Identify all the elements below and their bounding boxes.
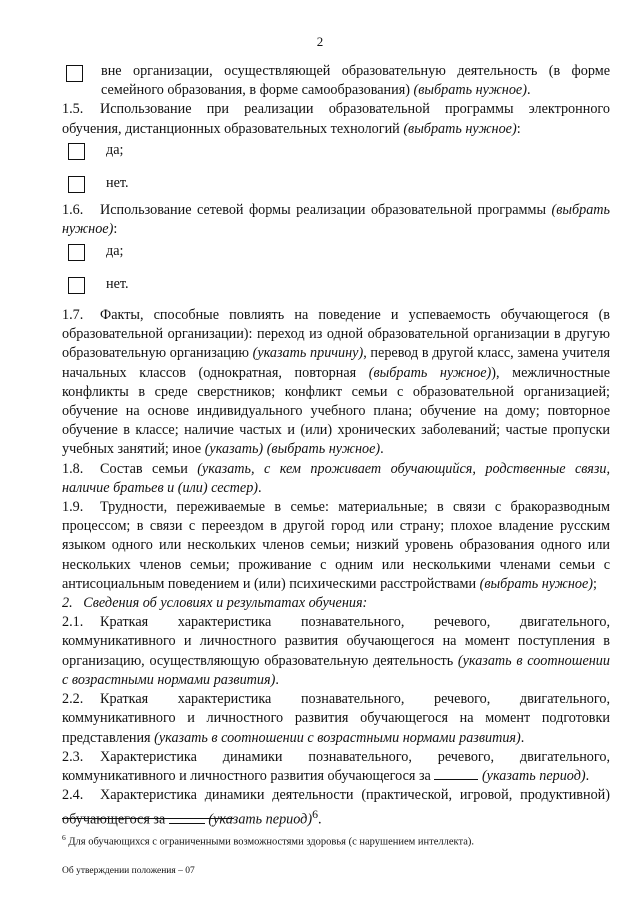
intro-option-text: вне организации, осуществляющей образовательную деятельность (в форме семейного образования, в форме самообразования) — [101, 63, 610, 99]
footnote-text: Для обучающихся с ограниченными возможностями здоровья (с нарушением интеллекта). — [68, 836, 474, 848]
period-blank[interactable] — [169, 823, 205, 824]
footnote-mark: 6 — [62, 833, 66, 842]
section-2-4-text: Характеристика динамики деятельности (практической, игровой, продуктивной) обучающегося за — [62, 787, 610, 829]
section-1-7-end: . — [380, 441, 384, 458]
period-blank[interactable] — [434, 779, 478, 780]
section-2-2-end: . — [520, 729, 525, 746]
document-body — [62, 62, 610, 830]
checkbox[interactable] — [68, 143, 85, 160]
section-number: 1.9. — [62, 499, 84, 516]
section-2-2 — [62, 690, 610, 748]
intro-option-hint: (выбрать нужное) — [413, 82, 527, 99]
section-1-6-hint: (выбрать нужное) — [62, 202, 610, 238]
section-1-5: 1.5. Использование при реализации образовательной программы электронного обучения, дистанционных образовательных технологий (выбрать нужное): — [62, 101, 610, 137]
section-2-3-end: . — [585, 767, 590, 784]
option-label-yes: да; — [106, 242, 124, 259]
section-2-1-text: Краткая характеристика познавательного, речевого, двигательного, коммуникативного и личностного развития обучающегося на момент поступления в организацию, осуществляющую образовательную деятельность — [62, 614, 610, 669]
section-2-2-hint: (указать в соотношении с возрастными нормами развития) — [154, 729, 521, 746]
option-row — [62, 242, 610, 261]
section-1-6: 1.6. Использование сетевой формы реализации образовательной программы (выбрать нужное): — [62, 202, 610, 238]
section-1-7-hint-1: (указать причину) — [252, 345, 364, 362]
footnote-separator — [62, 818, 234, 819]
section-1-7-text-2: , перевод в другой класс, замена учителя начальных классов (однократная, повторная — [62, 345, 611, 381]
section-1-7-hint-2: (выбрать нужное) — [368, 364, 492, 381]
option-row — [62, 174, 610, 193]
section-1-8-end: . — [258, 479, 262, 496]
section-1-7-hint-3: (указать) (выбрать нужное) — [204, 441, 381, 458]
option-label-no: нет. — [106, 175, 129, 192]
option-row — [62, 141, 610, 160]
section-1-7-text-1: Факты, способные повлиять на поведение и успеваемость обучающегося (в образовательной организации): переход из одной образовательной организации в другую образовательную организацию — [62, 307, 610, 362]
section-1-5-hint: (выбрать нужное) — [403, 120, 517, 137]
section-1-5-text: Использование при реализации образовательной программы электронного обучения, дистанционных образовательных технологий — [62, 101, 610, 137]
section-1-8-text: Состав семьи — [100, 460, 188, 477]
section-1-8-hint: (указать, с кем проживает обучающийся, родственные связи, наличие братьев и (или) сестер) — [62, 460, 611, 496]
option-row — [62, 275, 610, 294]
option-label-no: нет. — [106, 275, 129, 292]
section-2-1-hint: (указать в соотношении с возрастными нормами развития) — [62, 652, 610, 688]
section-1-7: 1.7. Факты, способные повлиять на поведение и успеваемость обучающегося (в образовательной организации): переход из одной образовательной организации в другую образовательную организацию (указать причину), перевод в другой класс, замена учителя начальных классов (однократная, повторная (выбрать нужное)), межличностные конфликты в среде сверстников; конфликт семьи с образовательной организацией; обучение на основе индивидуального учебного плана; обучение на дому; повторное обучение в классе; наличие частых и (или) хронических заболеваний; частые пропуски учебных занятий; иное (указать) (выбрать нужное). — [62, 307, 611, 458]
document-footer: Об утверждении положения – 07 — [62, 866, 195, 876]
checkbox[interactable] — [68, 244, 85, 261]
footnote-ref: 6 — [312, 807, 318, 822]
section-number: 1.6. — [62, 202, 84, 219]
checkbox[interactable] — [68, 176, 85, 193]
checkbox[interactable] — [66, 65, 83, 82]
option-label-yes: да; — [106, 141, 124, 158]
section-number: 2.3. — [62, 748, 84, 765]
section-1-9-end: ; — [593, 575, 597, 592]
section-1-9-hint: (выбрать нужное) — [479, 575, 594, 592]
section-2-heading: 2. Сведения об условиях и результатах обучения: — [62, 595, 368, 612]
checkbox[interactable] — [68, 277, 85, 294]
section-1-6-text: Использование сетевой формы реализации образовательной программы — [100, 202, 546, 219]
section-2-3-text: Характеристика динамики познавательного, речевого, двигательного, коммуникативного и личностного развития обучающегося за — [62, 748, 610, 784]
section-number: 2.4. — [62, 787, 84, 804]
section-2-4 — [62, 786, 610, 830]
section-2-1 — [62, 613, 610, 690]
section-1-9 — [62, 498, 610, 594]
intro-option-row: вне организации, осуществляющей образовательную деятельность (в форме семейного образования, в форме самообразования) (выбрать нужное). — [62, 62, 610, 100]
footnote — [62, 833, 622, 848]
section-2-4-end: . — [318, 812, 322, 829]
section-2-2-text: Краткая характеристика познавательного, речевого, двигательного, коммуникативного и личностного развития обучающегося на момент подготовки представления — [62, 691, 610, 746]
section-2-3-hint: (указать период) — [481, 767, 586, 784]
section-2-3 — [62, 748, 610, 786]
section-1-9-text: Трудности, переживаемые в семье: материальные; в связи с бракоразводным процессом; в связи с переездом в другой город или страну; плохое владение русским языком одного или нескольких членов семьи; низкий уровень образования одного или нескольких членов семьи; проживание с одним или несколькими членами семьи с антисоциальным поведением и (или) психическими расстройствами — [62, 499, 610, 592]
section-2-1-end: . — [275, 671, 279, 688]
section-number: 1.8. — [62, 460, 84, 477]
section-1-7-text-3: , межличностные конфликты в среде сверстников; конфликт семьи с образовательной организацией; обучение на основе индивидуального учебного плана; обучение на дому; повторное обучение в классе; наличие частых и (или) хронических заболеваний; частые пропуски учебных занятий; иное — [62, 364, 610, 458]
page-number: 2 — [316, 34, 324, 49]
section-number: 1.7. — [62, 307, 84, 324]
section-number: 2.1. — [62, 614, 84, 631]
section-number: 1.5. — [62, 101, 84, 118]
section-1-8 — [62, 460, 610, 498]
section-number: 2.2. — [62, 691, 84, 708]
section-2-4-hint: (указать период) — [208, 812, 313, 829]
